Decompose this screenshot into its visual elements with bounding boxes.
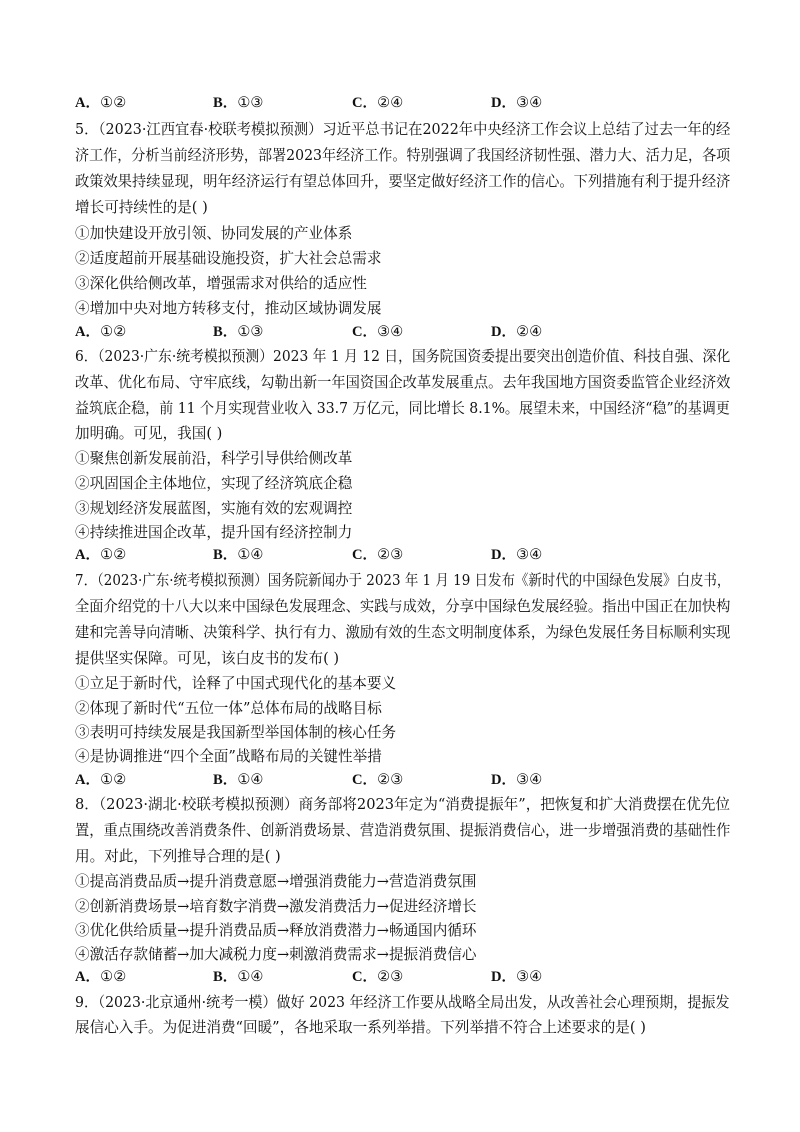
prev-question-options <box>75 94 635 112</box>
option-a[interactable]: A．①② <box>75 94 127 111</box>
option-b[interactable]: B．①④ <box>213 546 264 563</box>
option-b[interactable]: B．①③ <box>213 323 264 340</box>
answer-options <box>75 546 635 564</box>
question-stem-line: 置，重点围绕改善消费条件、创新消费场景、营造消费氛围、提振消费信心，进一步增强消费的基础性作 <box>75 822 731 839</box>
question-stem-line: 展信心入手。为促进消费“回暖”，各地采取一系列举措。下列举措不符合上述要求的是( ) <box>75 1019 646 1036</box>
answer-options <box>75 771 635 789</box>
statement-4: ④是协调推进“四个全面”战略布局的关键性举措 <box>75 748 382 765</box>
option-d[interactable]: D．③④ <box>491 771 543 788</box>
question-stem-line: 益筑底企稳，前 11 个月实现营业收入 33.7 万亿元，同比增长 8.1%。展望未来，中国经济“稳”的基调更 <box>75 400 730 417</box>
option-a[interactable]: A．①② <box>75 323 127 340</box>
statement-1: ①聚焦创新发展前沿，科学引导供给侧改革 <box>75 450 353 467</box>
question-stem-line: 5．（2023·江西宜春·校联考模拟预测）习近平总书记在2022年中央经济工作会议上总结了过去一年的经 <box>75 121 731 138</box>
option-c[interactable]: C．②③ <box>352 546 404 563</box>
option-b[interactable]: B．①③ <box>213 94 264 111</box>
statement-1: ①加快建设开放引领、协同发展的产业体系 <box>75 225 353 242</box>
option-d[interactable]: D．②④ <box>491 323 543 340</box>
statement-3: ③优化供给质量→提升消费品质→释放消费潜力→畅通国内循环 <box>75 922 477 939</box>
option-c[interactable]: C．③④ <box>352 323 404 340</box>
statement-4: ④激活存款储蓄→加大减税力度→刺激消费需求→提振消费信心 <box>75 946 477 963</box>
question-stem-line: 7．（2023·广东·统考模拟预测）国务院新闻办于 2023 年 1 月 19 日发布《新时代的中国绿色发展》白皮书， <box>75 572 731 589</box>
option-b[interactable]: B．①④ <box>213 771 264 788</box>
statement-3: ③表明可持续发展是我国新型举国体制的核心任务 <box>75 724 397 741</box>
question-stem-line: 建和完善导向清晰、决策科学、执行有力、激励有效的生态文明制度体系，为绿色发展任务目标顺利实现 <box>75 624 731 641</box>
statement-3: ③深化供给侧改革，增强需求对供给的适应性 <box>75 275 367 292</box>
statement-2: ②体现了新时代“五位一体”总体布局的战略目标 <box>75 700 382 717</box>
option-c[interactable]: C．②③ <box>352 771 404 788</box>
question-stem-line: 提供坚实保障。可见，该白皮书的发布( ) <box>75 650 340 667</box>
answer-options <box>75 323 635 341</box>
statement-3: ③规划经济发展蓝图，实施有效的宏观调控 <box>75 500 353 517</box>
option-d[interactable]: D．③④ <box>491 94 543 111</box>
question-stem-line: 政策效果持续显现，明年经济运行有望总体回升，要坚定做好经济工作的信心。下列措施有利于提升经济 <box>75 173 731 190</box>
question-stem-line: 全面介绍党的十八大以来中国绿色发展理念、实践与成效，分享中国绿色发展经验。指出中国正在加快构 <box>75 598 731 615</box>
statement-2: ②创新消费场景→培育数字消费→激发消费活力→促进经济增长 <box>75 898 477 915</box>
question-stem-line: 用。对此，下列推导合理的是( ) <box>75 848 281 865</box>
option-c[interactable]: C．②③ <box>352 968 404 985</box>
question-stem-line: 6．（2023·广东·统考模拟预测）2023 年 1 月 12 日，国务院国资委提出要突出创造价值、科技自强、深化 <box>75 348 731 365</box>
question-stem-line: 9．（2023·北京通州·统考一模）做好 2023 年经济工作要从战略全局出发，从改善社会心理预期，提振发 <box>75 994 730 1011</box>
question-stem-line: 改革、优化布局、守牢底线，勾勒出新一年国资国企改革发展重点。去年我国地方国资委监管企业经济效 <box>75 374 731 391</box>
option-b[interactable]: B．①④ <box>213 968 264 985</box>
statement-1: ①提高消费品质→提升消费意愿→增强消费能力→营造消费氛围 <box>75 873 477 890</box>
option-a[interactable]: A．①② <box>75 771 127 788</box>
option-c[interactable]: C．②④ <box>352 94 404 111</box>
statement-4: ④持续推进国企改革，提升国有经济控制力 <box>75 524 353 541</box>
statement-2: ②巩固国企主体地位，实现了经济筑底企稳 <box>75 475 353 492</box>
statement-1: ①立足于新时代，诠释了中国式现代化的基本要义 <box>75 675 397 692</box>
option-d[interactable]: D．③④ <box>491 546 543 563</box>
statement-2: ②适度超前开展基础设施投资，扩大社会总需求 <box>75 250 382 267</box>
option-d[interactable]: D．③④ <box>491 968 543 985</box>
question-stem-line: 8．（2023·湖北·校联考模拟预测）商务部将2023年定为“消费提振年”，把恢复和扩大消费摆在优先位 <box>75 796 731 813</box>
option-a[interactable]: A．①② <box>75 968 127 985</box>
option-a[interactable]: A．①② <box>75 546 127 563</box>
answer-options <box>75 968 635 986</box>
statement-4: ④增加中央对地方转移支付，推动区域协调发展 <box>75 300 382 317</box>
question-stem-line: 济工作，分析当前经济形势，部署2023年经济工作。特别强调了我国经济韧性强、潜力大、活力足，各项 <box>75 147 731 164</box>
question-stem-line: 增长可持续性的是( ) <box>75 199 208 216</box>
question-stem-line: 加明确。可见，我国( ) <box>75 425 223 442</box>
